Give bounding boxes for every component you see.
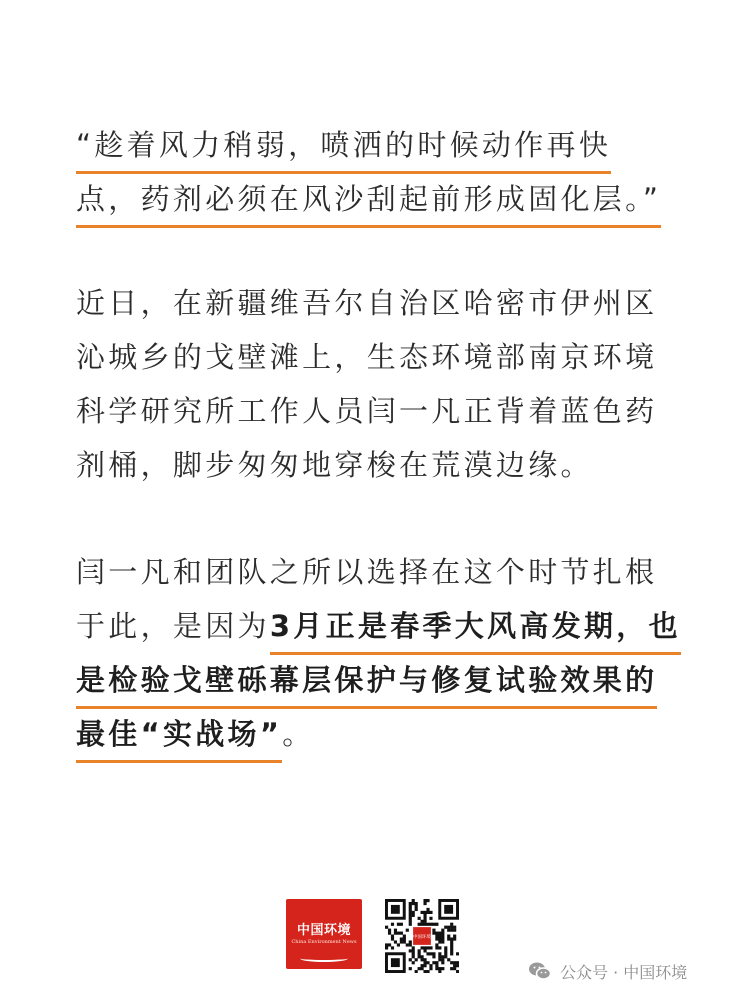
paragraph-1 xyxy=(76,276,676,492)
paragraph-2-line-1: 闫一凡和团队之所以选择在这个时节扎根 xyxy=(76,555,658,589)
paragraph-1-line-1: 近日，在新疆维吾尔自治区哈密市伊州区 xyxy=(76,286,658,320)
paragraph-2-line-3 xyxy=(76,653,676,707)
book-icon xyxy=(300,955,348,962)
paragraph-2-plain-text: 于此，是因为 xyxy=(76,609,270,643)
qr-code[interactable] xyxy=(385,899,459,973)
quote-line-1: “趁着风力稍弱，喷洒的时候动作再快 xyxy=(76,123,611,174)
highlight-text-1: 3月正是春季大风高发期，也 xyxy=(270,604,681,655)
qr-code-icon xyxy=(385,899,459,973)
highlight-text-3: 最佳“实战场” xyxy=(76,712,282,763)
paragraph-2 xyxy=(76,545,681,761)
highlight-text-2: 是检验戈壁砾幕层保护与修复试验效果的 xyxy=(76,658,657,709)
logo-subtitle: China Environment News xyxy=(291,939,357,945)
qr-center-text: 中国环境 xyxy=(413,935,431,940)
paragraph-1-line-3: 科学研究所工作人员闫一凡正背着蓝色药 xyxy=(76,394,658,428)
closing-punctuation: 。 xyxy=(282,717,315,751)
paragraph-1-line-2: 沁城乡的戈壁滩上，生态环境部南京环境 xyxy=(76,340,658,374)
wechat-icon xyxy=(528,960,552,982)
paragraph-2-line-4 xyxy=(76,707,676,761)
pull-quote xyxy=(76,118,676,226)
paragraph-1-line-4: 剂桶，脚步匆匆地穿梭在荒漠边缘。 xyxy=(76,448,593,482)
wechat-account-label: 公众号 · 中国环境 xyxy=(560,962,688,982)
quote-line-2: 点，药剂必须在风沙刮起前形成固化层。” xyxy=(76,177,661,228)
china-environment-logo xyxy=(286,899,362,969)
paragraph-2-line-2 xyxy=(76,599,681,653)
wechat-account-badge[interactable] xyxy=(528,959,687,983)
logo-title: 中国环境 xyxy=(296,923,351,938)
